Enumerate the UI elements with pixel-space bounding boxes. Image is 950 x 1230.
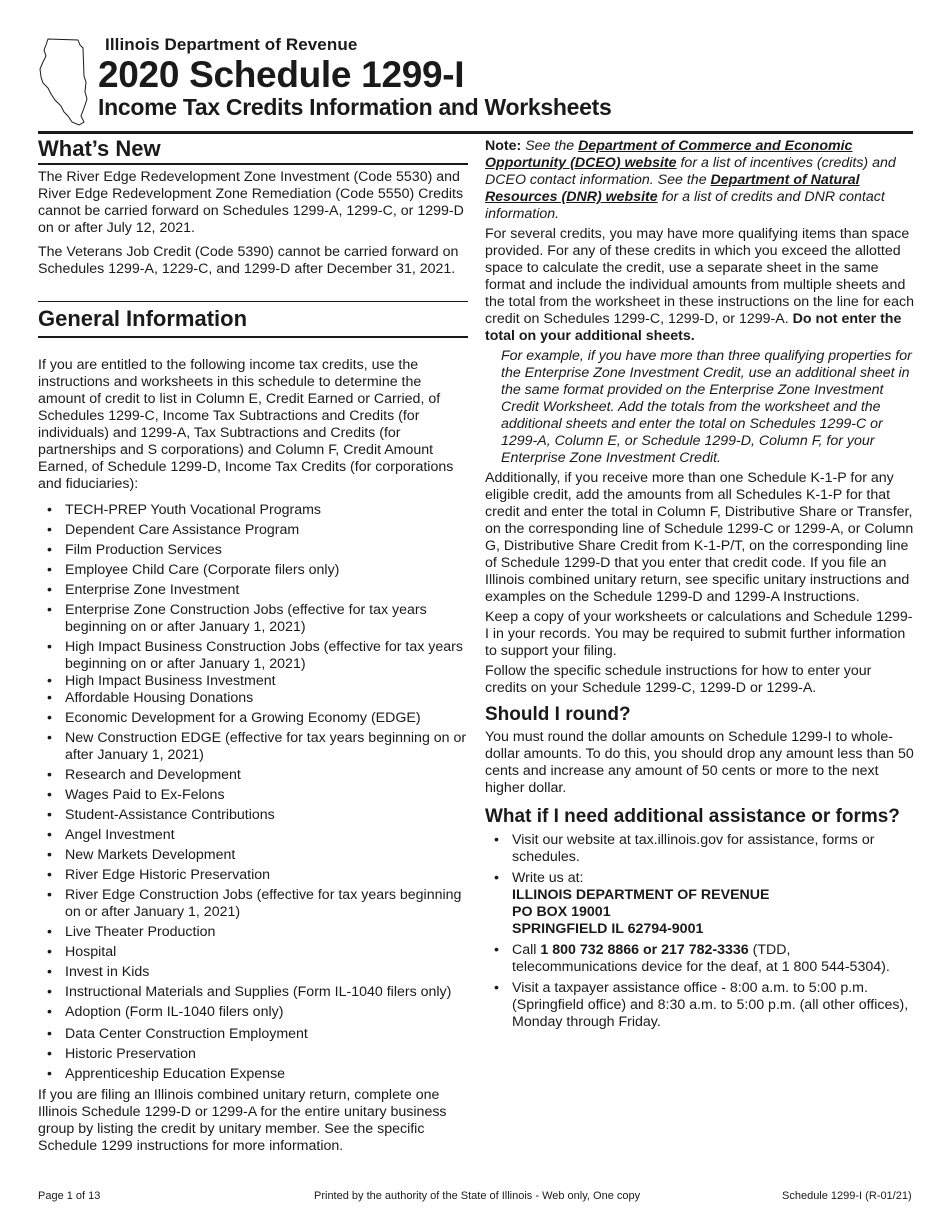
- mailing-address-line: PO BOX 19001: [512, 904, 611, 920]
- assistance-heading: What if I need additional assistance or forms?: [485, 806, 900, 827]
- list-item: • Call 1 800 732 8866 or 217 782-3336 (TDD, telecommunications device for the deaf, at 1 800 544-5304).: [485, 942, 915, 976]
- list-item: • Wages Paid to Ex-Felons: [38, 787, 468, 804]
- agency-name: Illinois Department of Revenue: [105, 35, 358, 54]
- section-divider: [38, 301, 468, 303]
- list-item: • Film Production Services: [38, 542, 468, 559]
- footer-page-number: Page 1 of 13: [38, 1190, 101, 1202]
- note-label: Note:: [485, 138, 522, 154]
- list-item: • Affordable Housing Donations: [38, 690, 468, 707]
- additionally-paragraph: Additionally, if you receive more than one Schedule K-1-P for any eligible credit, add the amounts from all Schedules K-1-P for that credit and enter the total in Column F, Distributive Share or Transfer, on the corresponding line of Schedule 1299-C or 1299-A, or Column G, Distributive Share Credit from K-1-P/T, on the corresponding line of Schedule 1299-D that you enter that credit code. If you file an Illinois combined unitary return, see specific unitary instructions and examples on the Schedule 1299-D and 1299-A Instructions.: [485, 470, 914, 605]
- whats-new-paragraph: The Veterans Job Credit (Code 5390) cannot be carried forward on Schedules 1299-A, 1229-C, and 1299-D after December 31, 2021.: [38, 243, 459, 277]
- list-item: • Visit a taxpayer assistance office - 8:00 a.m. to 5:00 p.m. (Springfield office) and 8:30 a.m. to 5:00 p.m. (all other offices), Monday through Friday.: [485, 980, 915, 1031]
- footer-authority: Printed by the authority of the State of Illinois - Web only, One copy: [314, 1190, 641, 1202]
- list-item: • River Edge Historic Preservation: [38, 867, 468, 884]
- follow-paragraph: Follow the specific schedule instructions for how to enter your credits on your Schedule 1299-C, 1299-D or 1299-A.: [485, 663, 872, 696]
- list-item: • River Edge Construction Jobs (effective for tax years beginning on or after January 1, 2021): [38, 887, 468, 921]
- list-item: • Instructional Materials and Supplies (Form IL-1040 filers only): [38, 984, 468, 1001]
- list-item: • New Construction EDGE (effective for tax years beginning on or after January 1, 2021): [38, 730, 468, 764]
- list-item: • High Impact Business Construction Jobs (effective for tax years beginning on or after January 1, 2021): [38, 639, 468, 673]
- list-item: • Live Theater Production: [38, 924, 468, 941]
- list-item: • New Markets Development: [38, 847, 468, 864]
- list-item: • Angel Investment: [38, 827, 468, 844]
- list-item: • Student-Assistance Contributions: [38, 807, 468, 824]
- list-item: • High Impact Business Investment: [38, 673, 468, 690]
- note-paragraph: Note: See the Department of Commerce and Economic Opportunity (DCEO) website for a list of incentives (credits) and DCEO contact information. See the Department of Natural Resources (DNR) website for a list of credits and DNR contact information.: [485, 138, 896, 222]
- keep-copy-paragraph: Keep a copy of your worksheets or calculations and Schedule 1299-I in your records. You may be required to submit further information to support your filing.: [485, 609, 913, 659]
- list-item: • Invest in Kids: [38, 964, 468, 981]
- footer-form-id: Schedule 1299-I (R-01/21): [782, 1190, 912, 1202]
- list-item: • Write us at: ILLINOIS DEPARTMENT OF REVENUE PO BOX 19001 SPRINGFIELD IL 62794-9001: [485, 870, 915, 938]
- general-intro-paragraph: If you are entitled to the following income tax credits, use the instructions and worksheets in this schedule to determine the amount of credit to list in Column E, Credit Earned or Carried, of Schedules 1299-C, Income Tax Subtractions and Credits (for individuals) and 1299-A, Tax Subtractions and Credits (for partnerships and S corporations) and Column F, Credit Amount Earned, of Schedule 1299-D, Income Tax Credits (for corporations and fiduciaries):: [38, 356, 454, 492]
- right-column: [485, 136, 915, 1031]
- list-item: • Enterprise Zone Construction Jobs (effective for tax years beginning on or after January 1, 2021): [38, 602, 468, 636]
- mailing-address-line: ILLINOIS DEPARTMENT OF REVENUE: [512, 887, 770, 903]
- assistance-list: [485, 832, 915, 1031]
- section-divider: [38, 163, 468, 165]
- example-paragraph: For example, if you have more than three qualifying properties for the Enterprise Zone Investment Credit, use an additional sheet in the same format provided on the Enterprise Zone Investment Credit Worksheet. Add the totals from the worksheet and the additional sheets and enter the total on Schedules 1299-C or 1299-A, Column E, or Schedule 1299-D, Column F, for your Enterprise Zone Investment Credit.: [501, 348, 912, 466]
- phone-numbers: 1 800 732 8866 or 217 782-3336: [540, 942, 749, 958]
- mailing-address-line: SPRINGFIELD IL 62794-9001: [512, 921, 704, 937]
- header-divider: [38, 131, 913, 134]
- page-title: 2020 Schedule 1299-I: [98, 54, 465, 95]
- unitary-paragraph: If you are filing an Illinois combined unitary return, complete one Illinois Schedule 1299-D or 1299-A for the entire unitary business group by listing the credit by unitary member. See the specific Schedule 1299 instructions for more information.: [38, 1086, 447, 1154]
- list-item: • Adoption (Form IL-1040 filers only): [38, 1004, 468, 1021]
- list-item: • Data Center Construction Employment: [38, 1026, 468, 1043]
- several-credits-paragraph: For several credits, you may have more qualifying items than space provided. For any of these credits in which you exceed the allotted space to calculate the credit, use a separate sheet in the same format and include the individual amounts from multiple sheets and the total from the worksheet in these instructions on the line for each credit on Schedules 1299-C, 1299-D, or 1299-A. Do not enter the total on your additional sheets.: [485, 226, 915, 344]
- page-subtitle: Income Tax Credits Information and Worksheets: [98, 94, 612, 120]
- credit-list: [38, 502, 468, 1083]
- list-item: • Hospital: [38, 944, 468, 961]
- list-item: • Research and Development: [38, 767, 468, 784]
- rounding-paragraph: You must round the dollar amounts on Schedule 1299-I to whole-dollar amounts. To do this, you should drop any amount less than 50 cents and increase any amount of 50 cents or more to the next higher dollar.: [485, 729, 914, 796]
- dceo-website-link[interactable]: Department of Commerce and Economic Opportunity (DCEO) website: [485, 138, 853, 171]
- list-item: • TECH-PREP Youth Vocational Programs: [38, 502, 468, 519]
- list-item: • Visit our website at tax.illinois.gov for assistance, forms or schedules.: [485, 832, 915, 866]
- general-info-heading: General Information: [38, 306, 248, 331]
- list-item: • Dependent Care Assistance Program: [38, 522, 468, 539]
- list-item: • Employee Child Care (Corporate filers only): [38, 562, 468, 579]
- left-column: [38, 136, 468, 1155]
- section-divider: [38, 336, 468, 338]
- illinois-outline-logo: [34, 36, 94, 128]
- whats-new-paragraph: The River Edge Redevelopment Zone Investment (Code 5530) and River Edge Redevelopment Zone Remediation (Code 5550) Credits cannot be carried forward on Schedules 1299-A, 1299-C, or 1299-D on or after July 12, 2021.: [38, 168, 464, 236]
- list-item: • Enterprise Zone Investment: [38, 582, 468, 599]
- whats-new-heading: What’s New: [38, 136, 161, 161]
- list-item: • Economic Development for a Growing Economy (EDGE): [38, 710, 468, 727]
- list-item: • Historic Preservation: [38, 1046, 468, 1063]
- rounding-heading: Should I round?: [485, 704, 631, 725]
- dnr-website-link[interactable]: Department of Natural Resources (DNR) website: [485, 172, 860, 205]
- list-item: • Apprenticeship Education Expense: [38, 1066, 468, 1083]
